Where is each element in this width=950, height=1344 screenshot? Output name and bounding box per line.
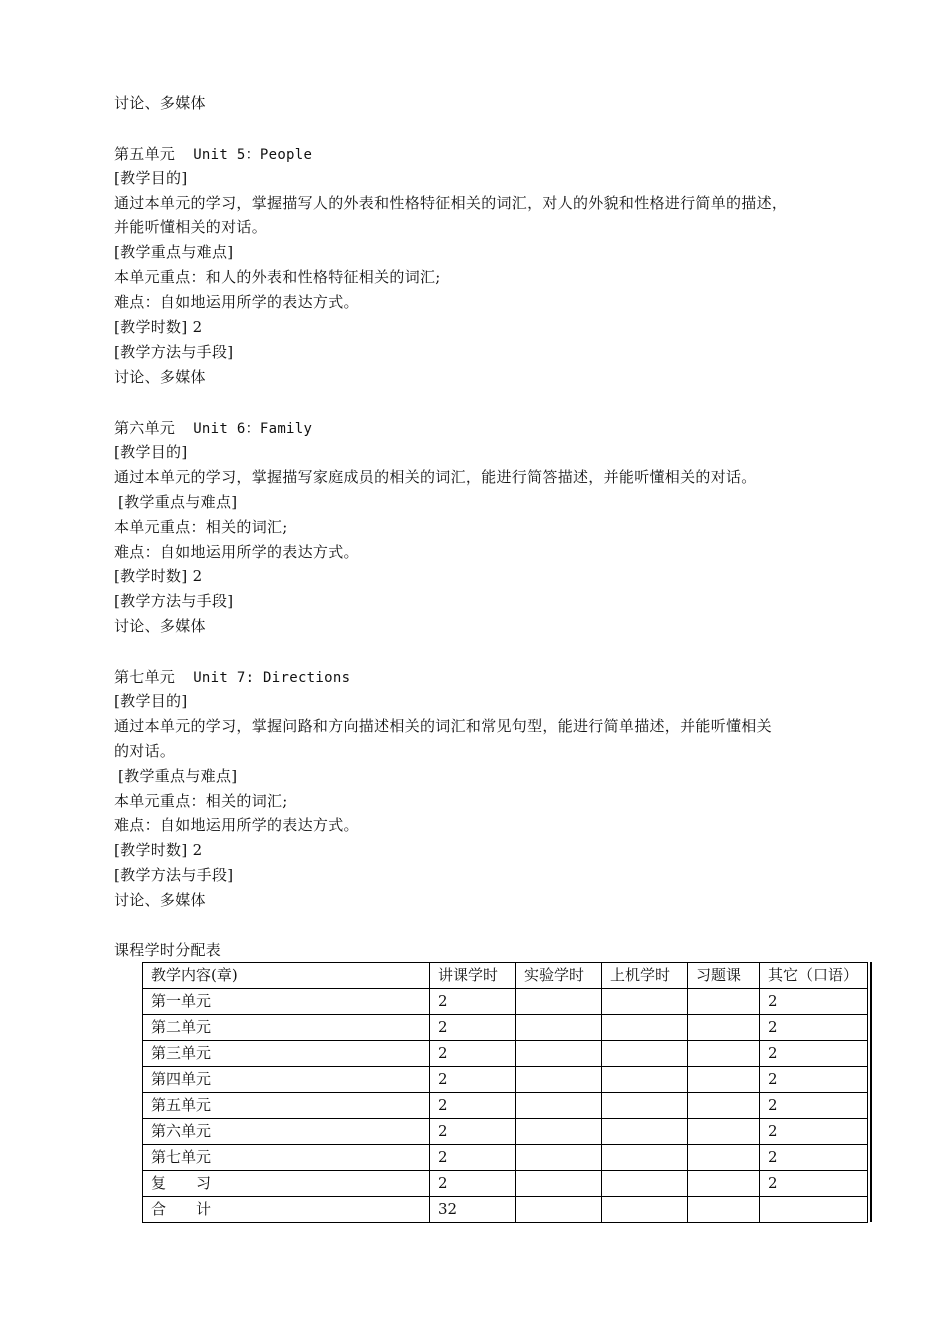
- table-cell: [688, 1067, 760, 1093]
- unit-7-heading: [114, 665, 350, 690]
- header-cell: 讲课学时: [430, 963, 516, 989]
- header-cell: 教学内容(章): [143, 963, 430, 989]
- difficulty-text: 难点：自如地运用所学的表达方式。: [114, 293, 359, 311]
- table-row: [143, 1041, 868, 1067]
- table-cell: 2: [760, 989, 868, 1015]
- table-row: [143, 1067, 868, 1093]
- key-points-heading: [教学重点与难点]: [118, 493, 238, 511]
- table-cell: 第四单元: [143, 1067, 430, 1093]
- table-cell: [602, 1171, 688, 1197]
- key-points-text: 本单元重点：相关的词汇;: [114, 792, 288, 810]
- table-cell: [516, 1015, 602, 1041]
- table-cell: 2: [760, 1171, 868, 1197]
- table-cell: 2: [760, 1119, 868, 1145]
- table-cell: [516, 1093, 602, 1119]
- table-cell: 2: [430, 1119, 516, 1145]
- table-row: [143, 1015, 868, 1041]
- objective-text: 通过本单元的学习，掌握描写人的外表和性格特征相关的词汇，对人的外貌和性格进行简单的描述，: [114, 194, 788, 212]
- objective-heading: [教学目的]: [114, 443, 188, 461]
- table-row: [143, 1145, 868, 1171]
- difficulty-text: 难点：自如地运用所学的表达方式。: [114, 816, 359, 834]
- table-cell: 2: [760, 1041, 868, 1067]
- teaching-hours: [教学时数] 2: [114, 841, 203, 859]
- objective-text: 通过本单元的学习，掌握问路和方向描述相关的词汇和常见句型，能进行简单描述，并能听懂相关: [114, 717, 772, 735]
- table-cell: 第一单元: [143, 989, 430, 1015]
- table-cell: [688, 1093, 760, 1119]
- key-points-text: 本单元重点：相关的词汇;: [114, 518, 288, 536]
- table-cell: [602, 1119, 688, 1145]
- table-cell: 合 计: [143, 1197, 430, 1223]
- unit-6-code: Unit 6：Family: [193, 421, 313, 437]
- method-text: 讨论、多媒体: [114, 617, 206, 635]
- table-cell: [516, 1197, 602, 1223]
- header-cell: 其它（口语）: [760, 963, 868, 989]
- table-cell: [688, 1041, 760, 1067]
- objective-text: 并能听懂相关的对话。: [114, 218, 268, 236]
- table-cell: [516, 1171, 602, 1197]
- table-caption: 课程学时分配表: [114, 941, 222, 959]
- table-cell: [602, 1067, 688, 1093]
- key-points-text: 本单元重点：和人的外表和性格特征相关的词汇;: [114, 268, 441, 286]
- hours-allocation-table: [142, 962, 868, 1223]
- teaching-hours: [教学时数] 2: [114, 567, 203, 585]
- table-cell: [516, 1119, 602, 1145]
- table-cell: [602, 1145, 688, 1171]
- table-cell: 2: [760, 1015, 868, 1041]
- method-heading: [教学方法与手段]: [114, 866, 234, 884]
- table-cell: 第三单元: [143, 1041, 430, 1067]
- table-cell: [516, 1067, 602, 1093]
- table-cell: 2: [430, 1145, 516, 1171]
- table-cell: [516, 989, 602, 1015]
- table-cell: [688, 1145, 760, 1171]
- key-points-heading: [教学重点与难点]: [114, 243, 234, 261]
- table-cell: 2: [430, 1171, 516, 1197]
- method-text: 讨论、多媒体: [114, 368, 206, 386]
- table-cell: [602, 1015, 688, 1041]
- difficulty-text: 难点：自如地运用所学的表达方式。: [114, 543, 359, 561]
- method-text: 讨论、多媒体: [114, 94, 206, 112]
- table-cell: 2: [430, 1067, 516, 1093]
- table-row: [143, 1171, 868, 1197]
- table-cell: [516, 1041, 602, 1067]
- key-points-heading: [教学重点与难点]: [118, 767, 238, 785]
- table-row: [143, 989, 868, 1015]
- table-right-border: [870, 962, 872, 1222]
- table-cell: 2: [430, 1015, 516, 1041]
- table-cell: [602, 989, 688, 1015]
- unit-5-heading: [114, 142, 312, 167]
- unit-6-heading: [114, 416, 312, 441]
- unit-7-title: 第七单元: [114, 668, 176, 686]
- method-text: 讨论、多媒体: [114, 891, 206, 909]
- unit-5-title: 第五单元: [114, 145, 176, 163]
- table-row: [143, 1119, 868, 1145]
- table-cell: 2: [760, 1093, 868, 1119]
- header-cell: 实验学时: [516, 963, 602, 989]
- table-cell: 第二单元: [143, 1015, 430, 1041]
- header-cell: 习题课: [688, 963, 760, 989]
- table-cell: 2: [430, 989, 516, 1015]
- unit-5-code: Unit 5：People: [193, 147, 313, 163]
- table-cell: 32: [430, 1197, 516, 1223]
- table-cell: [760, 1197, 868, 1223]
- table-cell: [688, 1197, 760, 1223]
- teaching-hours: [教学时数] 2: [114, 318, 203, 336]
- table-cell: 2: [760, 1145, 868, 1171]
- table-cell: [602, 1041, 688, 1067]
- objective-text: 的对话。: [114, 742, 176, 760]
- method-heading: [教学方法与手段]: [114, 592, 234, 610]
- table-cell: [602, 1093, 688, 1119]
- table-cell: 第七单元: [143, 1145, 430, 1171]
- objective-heading: [教学目的]: [114, 169, 188, 187]
- table-cell: [516, 1145, 602, 1171]
- table-cell: 第五单元: [143, 1093, 430, 1119]
- table-cell: 2: [760, 1067, 868, 1093]
- method-heading: [教学方法与手段]: [114, 343, 234, 361]
- table-cell: [688, 1015, 760, 1041]
- table-row: [143, 1093, 868, 1119]
- header-cell: 上机学时: [602, 963, 688, 989]
- table-cell: [688, 1171, 760, 1197]
- unit-7-code: Unit 7: Directions: [193, 670, 351, 686]
- table-header-row: [143, 963, 868, 989]
- table-total-row: [143, 1197, 868, 1223]
- objective-heading: [教学目的]: [114, 692, 188, 710]
- unit-6-title: 第六单元: [114, 419, 176, 437]
- objective-text: 通过本单元的学习，掌握描写家庭成员的相关的词汇，能进行简答描述，并能听懂相关的对话。: [114, 468, 757, 486]
- table-cell: 复 习: [143, 1171, 430, 1197]
- table-cell: 2: [430, 1041, 516, 1067]
- table-cell: 2: [430, 1093, 516, 1119]
- table-cell: [688, 1119, 760, 1145]
- table-cell: [688, 989, 760, 1015]
- table-cell: [602, 1197, 688, 1223]
- table-cell: 第六单元: [143, 1119, 430, 1145]
